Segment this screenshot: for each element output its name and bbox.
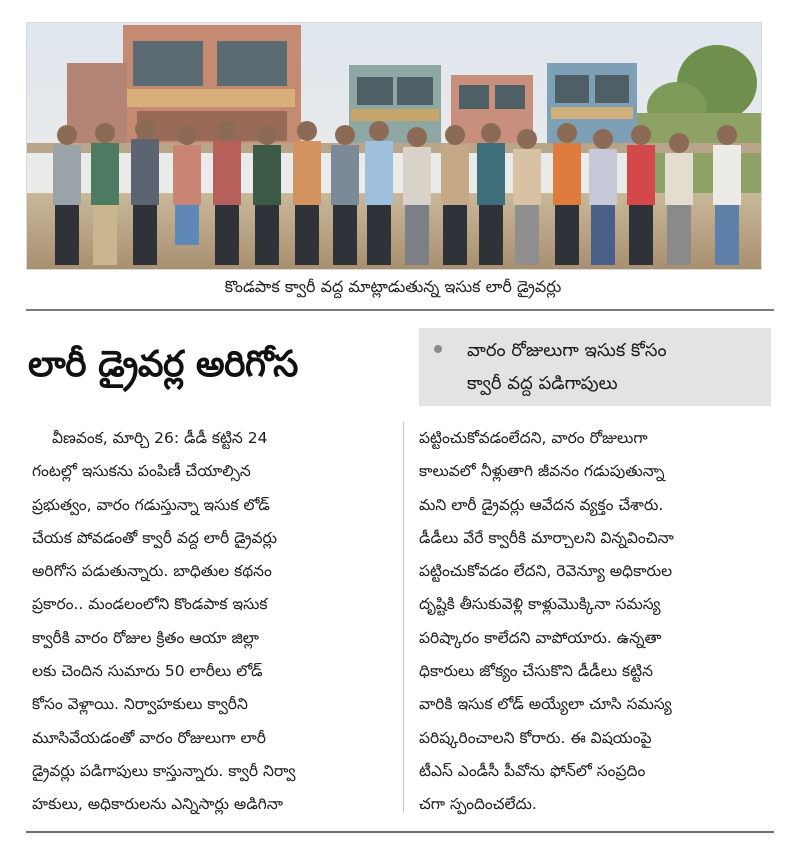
subheadline-line: వారం రోజులుగా ఇసుక కోసం (467, 340, 667, 361)
article-line: టీఎస్ ఎండీసీ పీవోను ఫోన్‌లో సంప్రదిం (419, 761, 646, 780)
article-line: వారికి ఇసుక లోడ్ అయ్యేలా చూసి సమస్య (419, 695, 672, 714)
divider-top (26, 309, 774, 311)
article-line: చగా స్పందించలేదు. (419, 795, 537, 814)
article-line: లకు చెందిన సుమారు 50 లారీలు లోడ్ (32, 662, 263, 681)
article-line: వీణవంక, మార్చి 26: డీడీ కట్టిన 24 (52, 429, 268, 447)
article-line: కోసం వెళ్లాయి. నిర్వాహకులు క్వారీని (32, 695, 248, 714)
news-photo (26, 22, 762, 270)
headline: లారీ డ్రైవర్ల అరిగోస (28, 344, 298, 385)
article-line: ప్రకారం.. మండలంలోని కొండపాక ఇసుక (32, 595, 268, 614)
article-line: ప్రభుత్వం, వారం గడుస్తున్నా ఇసుక లోడ్ (32, 495, 270, 514)
photo-icon (27, 23, 761, 269)
article-column-right (419, 422, 769, 822)
article-line: డీడీలు వేరే క్వారీకి మార్చాలని విన్నవించినా (419, 528, 674, 547)
article-line: ధికారులు జోక్యం చేసుకొని డీడీలు కట్టిన (419, 662, 653, 681)
article-line: కాలువలో నీళ్లుతాగి జీవనం గడుపుతున్నా (419, 462, 665, 481)
article-line: డ్రైవర్లు పడిగాపులు కాస్తున్నారు. క్వారీ నిర్వా (32, 761, 296, 780)
column-divider (403, 422, 404, 812)
article-line: హకులు, అధికారులను ఎన్నిసార్లు అడిగినా (32, 795, 283, 814)
photo-caption: కొండపాక క్వారీ వద్ద మాట్లాడుతున్న ఇసుక లారీ డ్రైవర్లు (224, 277, 562, 296)
article-line: మని లారీ డ్రైవర్లు ఆవేదన వ్యక్తం చేశారు. (419, 495, 664, 514)
article-line: పట్టించుకోవడంలేదని, వారం రోజులుగా (419, 429, 648, 447)
subheadline-box (419, 328, 771, 406)
article-line: క్వారీకి వారం రోజుల క్రితం ఆయా జిల్లా (32, 628, 260, 647)
article-line: అరిగోస పడుతున్నారు. బాధితుల కథనం (32, 562, 272, 581)
article-line: పట్టించుకోవడం లేదని, రెవెన్యూ అధికారుల (419, 562, 673, 581)
bullet-icon (434, 345, 442, 353)
truck-2 (349, 65, 441, 151)
article-line: మూసివేయడంతో వారం రోజులుగా లారీ (32, 728, 266, 747)
article-line: పరిష్కారం కాలేదని వాపోయారు. ఉన్నతా (419, 628, 662, 647)
article-column-left (32, 422, 372, 822)
article-line: గంటల్లో ఇసుకను పంపిణీ చేయాల్సిన (32, 462, 251, 481)
article-line: దృష్టికి తీసుకువెళ్లి కాళ్లుమొక్కినా సమస్య (419, 595, 661, 614)
divider-bottom (26, 831, 774, 833)
subheadline-line: క్వారీ వద్ద పడిగాపులు (467, 373, 618, 394)
article-line: చేయక పోవడంతో క్వారీ వద్ద లారీ డ్రైవర్లు (32, 528, 278, 547)
article-line: పరిష్కరించాలని కోరారు. ఈ విషయంపై (419, 728, 652, 747)
